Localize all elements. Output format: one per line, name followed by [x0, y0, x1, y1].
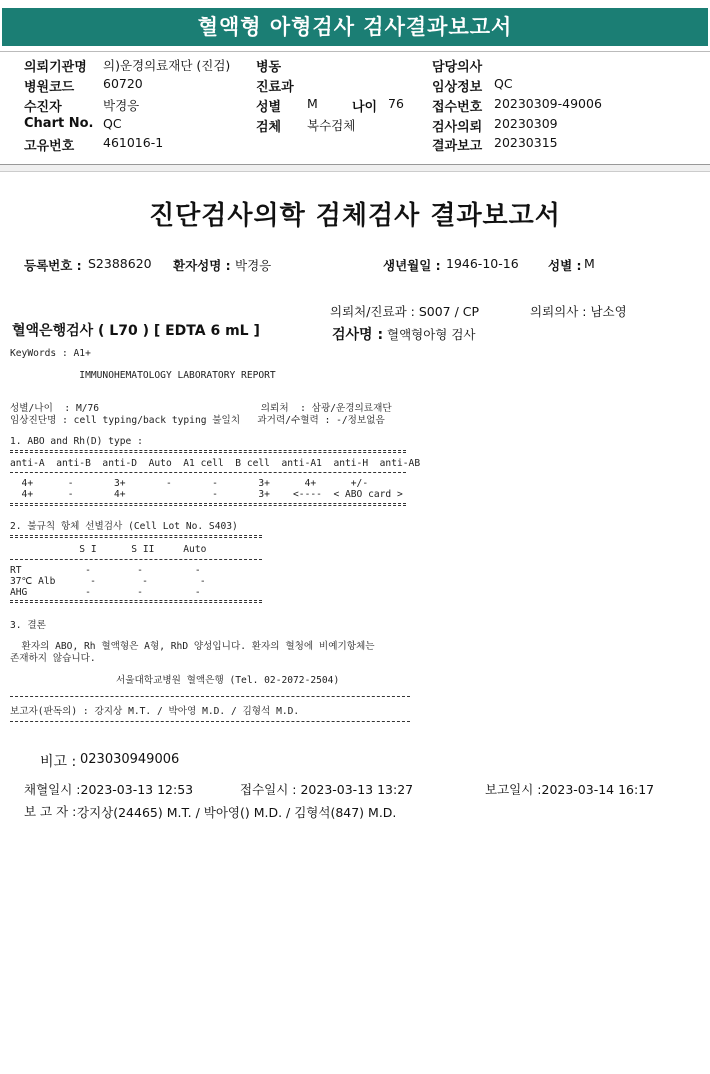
- value-receipt-no: 20230309-49006: [494, 96, 602, 111]
- report-subtitle: IMMUNOHEMATOLOGY LABORATORY REPORT: [10, 370, 276, 381]
- label-specimen: 검체: [256, 120, 282, 135]
- abo-row: 4+ - 3+ - - 3+ 4+ +/-: [10, 478, 369, 489]
- divider: [10, 696, 410, 697]
- name-value: 박경응: [235, 258, 272, 273]
- conclusion-title: 3. 결론: [10, 620, 46, 631]
- abo-table-header: anti-A anti-B anti-D Auto A1 cell B cell anti-A1 anti-H anti-AB: [10, 458, 421, 469]
- label-ward: 병동: [256, 60, 282, 75]
- label-doctor: 담당의사: [432, 60, 483, 75]
- antibody-section-title: 2. 불규칙 항체 선별검사 (Cell Lot No. S403): [10, 521, 238, 532]
- divider: [10, 472, 406, 473]
- receive-time: 접수일시 : 2023-03-13 13:27: [240, 782, 414, 797]
- referral-doctor: 의뢰의사 : 남소영: [530, 304, 627, 319]
- value-specimen: 복수검체: [307, 118, 356, 133]
- label-institution: 의뢰기관명: [24, 60, 87, 75]
- divider: [10, 503, 406, 506]
- value-institution: 의)운경의료재단 (진검): [103, 58, 231, 73]
- divider: [10, 450, 406, 453]
- divider: [10, 535, 262, 538]
- label-patient: 수진자: [24, 100, 62, 115]
- conclusion-line: 환자의 ABO, Rh 혈액형은 A형, RhD 양성입니다. 환자의 혈청에 비예기항체는: [10, 641, 375, 652]
- lab-info: 서울대학교병원 혈액은행 (Tel. 02-2072-2504): [116, 675, 340, 686]
- exam-name-value: 혈액형아형 검사: [387, 327, 476, 342]
- label-clinical-info: 임상정보: [432, 80, 483, 95]
- dob-label: 생년월일 :: [383, 258, 441, 273]
- label-result-date: 결과보고: [432, 139, 483, 154]
- collect-time: 채혈일시 :2023-03-13 12:53: [24, 782, 194, 797]
- diagnosis-line: 임상진단명 : cell typing/back typing 불일치 과거력/수혈력 : -/정보없음: [10, 415, 385, 426]
- sex-label: 성별 :: [548, 258, 582, 273]
- reporter-value: 강지상(24465) M.T. / 박아영() M.D. / 김형석(847) M.D.: [77, 805, 397, 820]
- report-title: 진단검사의학 검체검사 결과보고서: [149, 201, 561, 231]
- abo-section-title: 1. ABO and Rh(D) type :: [10, 436, 143, 447]
- referral-dept: 의뢰처/진료과 : S007 / CP: [330, 304, 480, 319]
- label-department: 진료과: [256, 80, 294, 95]
- note-label: 비고 :: [40, 754, 77, 770]
- antibody-row: 37℃ Alb - - -: [10, 576, 206, 587]
- reporter-label: 보 고 자 :: [24, 804, 77, 819]
- note-value: 023030949006: [80, 752, 180, 767]
- value-chart-no: QC: [103, 116, 122, 131]
- reg-label: 등록번호 :: [24, 258, 82, 273]
- report-time: 보고일시 :2023-03-14 16:17: [485, 782, 655, 797]
- abo-row: 4+ - 4+ - 3+ <---- < ABO card >: [10, 489, 403, 500]
- dob-value: 1946-10-16: [446, 256, 519, 271]
- exam-name-label: 검사명 :: [332, 327, 384, 343]
- divider: [10, 559, 262, 560]
- label-chart-no: Chart No.: [24, 116, 94, 131]
- value-patient: 박경응: [103, 98, 140, 113]
- value-request-date: 20230309: [494, 116, 558, 131]
- keywords-line: KeyWords : A1+: [10, 348, 91, 359]
- divider: [10, 721, 410, 722]
- sex-age-line: 성별/나이 : M/76 의뢰처 : 삼광/운경의료재단: [10, 403, 392, 414]
- conclusion-line: 존재하지 않습니다.: [10, 653, 96, 664]
- value-unique-no: 461016-1: [103, 135, 164, 150]
- label-sex: 성별: [256, 100, 282, 115]
- reg-value: S2388620: [88, 256, 152, 271]
- exam-title: 혈액은행검사 ( L70 ) [ EDTA 6 mL ]: [12, 323, 260, 339]
- title-bar: [0, 0, 710, 52]
- label-age: 나이: [352, 100, 378, 115]
- page-title: 혈액형 아형검사 검사결과보고서: [2, 8, 708, 46]
- section-gap: [0, 165, 710, 172]
- antibody-row: RT - - -: [10, 565, 201, 576]
- reporter-line: 보고자(판독의) : 강지상 M.T. / 박아영 M.D. / 김형석 M.D.: [10, 706, 300, 717]
- name-label: 환자성명 :: [173, 258, 231, 273]
- value-clinical-info: QC: [494, 76, 513, 91]
- divider: [10, 600, 262, 603]
- value-hospital-code: 60720: [103, 76, 143, 91]
- value-sex: M: [307, 96, 318, 111]
- label-unique-no: 고유번호: [24, 139, 75, 154]
- sex-value: M: [584, 256, 595, 271]
- label-request-date: 검사의뢰: [432, 120, 483, 135]
- antibody-table-header: S I S II Auto: [10, 544, 207, 555]
- label-hospital-code: 병원코드: [24, 80, 75, 95]
- antibody-row: AHG - - -: [10, 587, 201, 598]
- value-age: 76: [388, 96, 404, 111]
- label-receipt-no: 접수번호: [432, 100, 483, 115]
- value-result-date: 20230315: [494, 135, 558, 150]
